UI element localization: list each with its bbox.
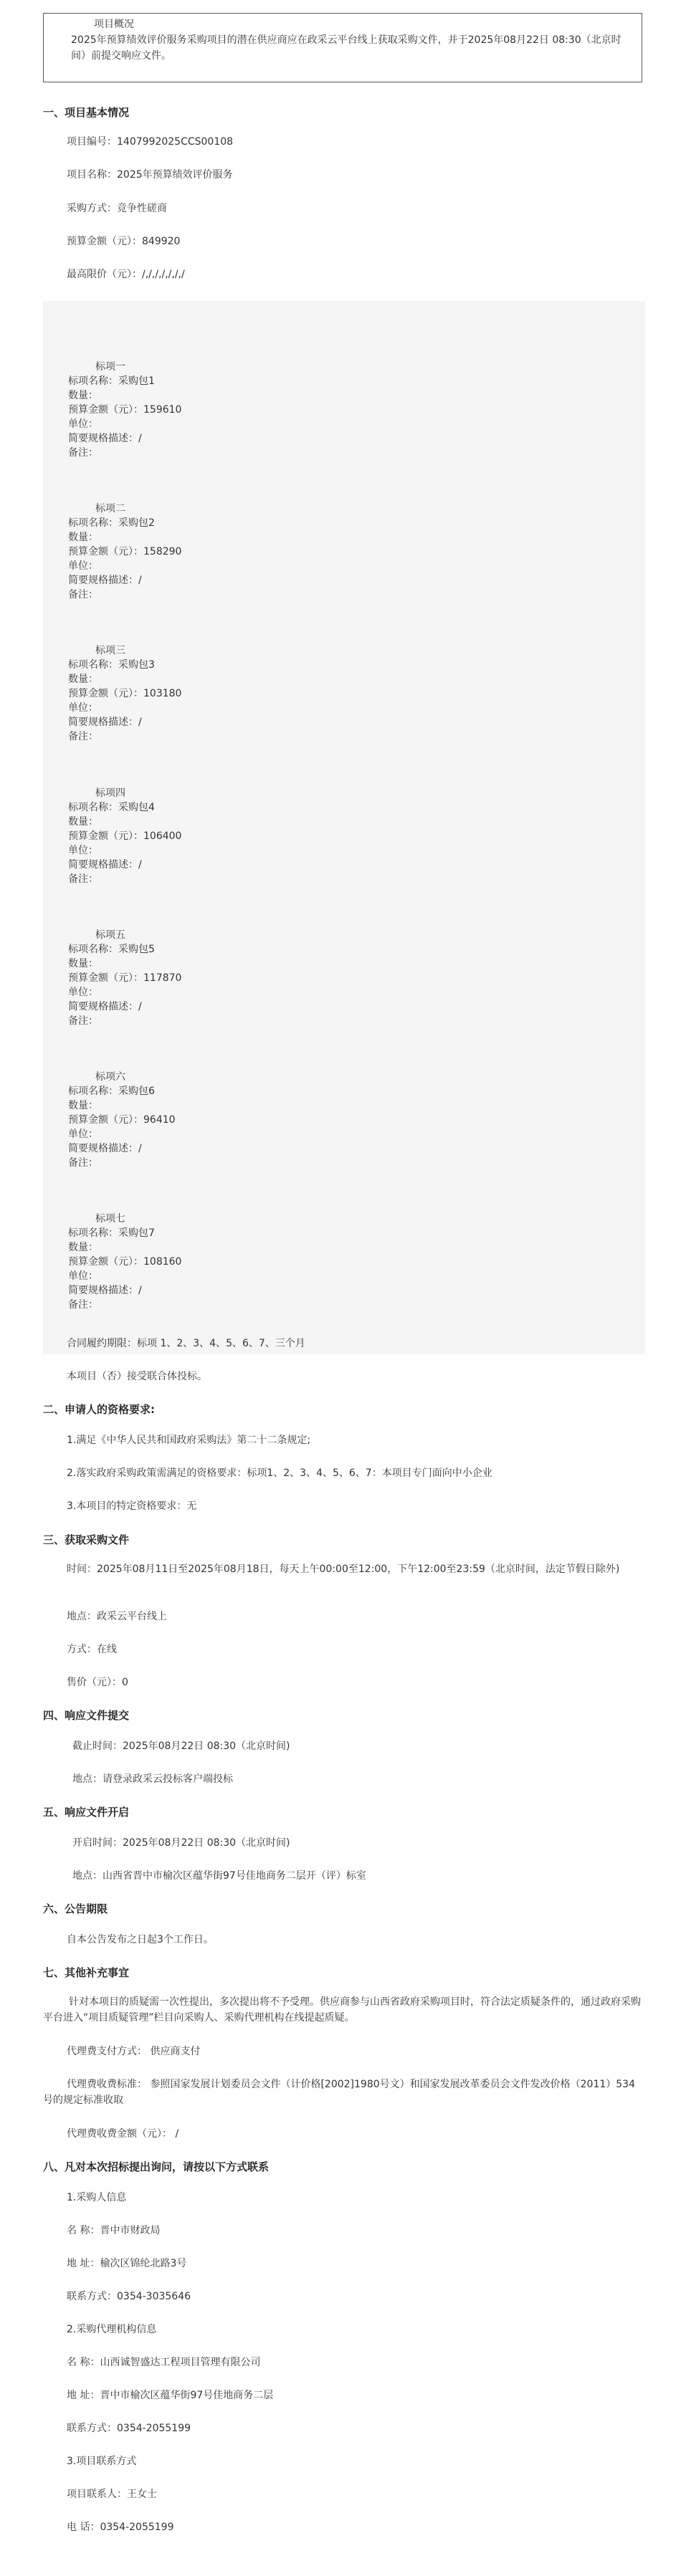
lot-budget: 预算金额（元）：106400 <box>68 830 182 842</box>
lot-name: 标项名称：采购包7 <box>68 1227 155 1239</box>
lot-2 <box>68 502 181 602</box>
lot-note: 备注： <box>68 1299 98 1311</box>
lot-note: 备注： <box>68 731 98 742</box>
lot-spec: 简要规格描述：/ <box>68 1285 142 1296</box>
submit-deadline: 截止时间：2025年08月22日 08:30（北京时间) <box>72 1741 290 1752</box>
lot-name: 标项名称：采购包3 <box>68 659 155 671</box>
lot-6 <box>68 1070 176 1170</box>
open-time: 开启时间：2025年08月22日 08:30（北京时间) <box>72 1837 290 1849</box>
lot-title: 标项五 <box>95 929 125 941</box>
budget-amount: 预算金额（元）：849920 <box>67 236 181 247</box>
contract-period: 合同履约期限：标项 1、2、3、4、5、6、7、三个月 <box>67 1338 305 1349</box>
qualification-1: 1.满足《中华人民共和国政府采购法》第二十二条规定; <box>67 1435 311 1446</box>
lot-7 <box>68 1212 181 1312</box>
lot-name: 标项名称：采购包5 <box>68 944 155 955</box>
project-contact-title: 3.项目联系方式 <box>67 2456 137 2467</box>
lot-note: 备注： <box>68 1015 98 1027</box>
complaint-rule: 针对本项目的质疑需一次性提出，多次提出将不予受理。供应商参与山西省政府采购项目时，符合法定质疑条件的，通过政府采购平台进入“项目质疑管理”栏目向采购人、采购代理机构在线提起质疑。 <box>43 1996 641 2024</box>
max-price: 最高限价（元）：/,/,/,/,/,/,/ <box>67 269 185 280</box>
procurement-method: 采购方式：竞争性磋商 <box>67 203 167 214</box>
open-place: 地点：山西省晋中市榆次区蕴华街97号佳地商务二层开（评）标室 <box>72 1870 366 1882</box>
agent-fee-standard: 代理费收费标准： 参照国家发展计划委员会文件（计价格[2002]1980号文）和国家发展改革委员会文件发改价格（2011）534号的规定标准收取 <box>43 2079 635 2106</box>
lot-title: 标项七 <box>95 1213 125 1225</box>
submit-place: 地点：请登录政采云投标客户端投标 <box>72 1773 233 1785</box>
lot-title: 标项二 <box>95 503 125 514</box>
lot-qty: 数量： <box>68 816 98 828</box>
agent-name: 名 称：山西诚智盛达工程项目管理有限公司 <box>67 2357 261 2368</box>
notice-period: 自本公告发布之日起3个工作日。 <box>67 1934 214 1945</box>
agent-fee-amount: 代理费收费金额（元）： / <box>67 2128 179 2140</box>
lot-title: 标项一 <box>95 361 125 373</box>
lot-note: 备注： <box>68 589 98 600</box>
project-contact-phone: 电 话：0354-2055199 <box>67 2522 174 2533</box>
lot-title: 标项六 <box>95 1071 125 1083</box>
lot-title: 标项四 <box>95 787 125 799</box>
lot-note: 备注： <box>68 873 98 885</box>
qualification-2: 2.落实政府采购政策需满足的资格要求：标项1、2、3、4、5、6、7：本项目专门面向中小企业 <box>67 1467 492 1479</box>
project-summary-box <box>43 13 642 82</box>
summary-title: 项目概况 <box>94 19 134 30</box>
section-3-heading: 三、获取采购文件 <box>43 1533 130 1546</box>
lot-unit: 单位： <box>68 987 98 998</box>
project-number: 项目编号：1407992025CCS00108 <box>67 136 234 148</box>
lot-title: 标项三 <box>95 645 125 656</box>
lot-spec: 简要规格描述：/ <box>68 1001 142 1012</box>
lot-name: 标项名称：采购包4 <box>68 802 155 813</box>
lot-qty: 数量： <box>68 390 98 401</box>
lot-spec: 简要规格描述：/ <box>68 575 142 586</box>
obtain-place: 地点：政采云平台线上 <box>67 1611 167 1622</box>
lot-budget: 预算金额（元）：108160 <box>68 1256 182 1268</box>
lot-spec: 简要规格描述：/ <box>68 859 142 871</box>
buyer-phone: 联系方式：0354-3035646 <box>67 2291 191 2302</box>
agent-phone: 联系方式：0354-2055199 <box>67 2423 191 2434</box>
lot-unit: 单位： <box>68 1270 98 1282</box>
joint-bidding: 本项目（否）接受联合体投标。 <box>67 1371 207 1382</box>
section-5-heading: 五、响应文件开启 <box>43 1806 130 1819</box>
lot-5 <box>68 928 181 1028</box>
summary-content: 2025年预算绩效评价服务采购项目的潜在供应商应在政采云平台线上获取采购文件，并于2025年08月22日 08:30（北京时间）前提交响应文件。 <box>71 34 621 62</box>
section-7-heading: 七、其他补充事宜 <box>43 1966 130 1979</box>
lot-unit: 单位： <box>68 845 98 856</box>
lot-budget: 预算金额（元）：158290 <box>68 546 182 557</box>
buyer-name: 名 称：晋中市财政局 <box>67 2225 161 2236</box>
lot-budget: 预算金额（元）：117870 <box>68 972 182 984</box>
qualification-3: 3.本项目的特定资格要求：无 <box>67 1500 197 1512</box>
lot-unit: 单位： <box>68 1129 98 1140</box>
lot-budget: 预算金额（元）：159610 <box>68 404 182 416</box>
project-contact-person: 项目联系人：王女士 <box>67 2489 157 2500</box>
obtain-way: 方式：在线 <box>67 1644 117 1655</box>
lot-qty: 数量： <box>68 958 98 969</box>
lot-spec: 简要规格描述：/ <box>68 717 142 728</box>
section-4-heading: 四、响应文件提交 <box>43 1709 130 1722</box>
buyer-info-title: 1.采购人信息 <box>67 2192 127 2203</box>
section-1-heading: 一、项目基本情况 <box>43 106 130 119</box>
lot-qty: 数量： <box>68 1242 98 1253</box>
lot-unit: 单位： <box>68 702 98 714</box>
lot-note: 备注： <box>68 1157 98 1169</box>
lot-spec: 简要规格描述：/ <box>68 433 142 444</box>
agent-fee-method: 代理费支付方式： 供应商支付 <box>67 2046 201 2057</box>
lot-qty: 数量： <box>68 1100 98 1111</box>
section-2-heading: 二、申请人的资格要求: <box>43 1403 155 1416</box>
lot-name: 标项名称：采购包2 <box>68 517 155 529</box>
lot-qty: 数量： <box>68 674 98 685</box>
buyer-address: 地 址：榆次区锦纶北路3号 <box>67 2258 187 2269</box>
lot-4 <box>68 786 181 886</box>
obtain-price: 售价（元）：0 <box>67 1677 128 1688</box>
section-6-heading: 六、公告期限 <box>43 1902 108 1915</box>
lot-unit: 单位： <box>68 560 98 572</box>
lot-spec: 简要规格描述：/ <box>68 1143 142 1154</box>
lot-name: 标项名称：采购包1 <box>68 375 155 387</box>
lot-note: 备注： <box>68 447 98 459</box>
section-8-heading: 八、凡对本次招标提出询问，请按以下方式联系 <box>43 2160 270 2173</box>
obtain-time: 时间：2025年08月11日至2025年08月18日，每天上午00:00至12:00，下午12:00至23:59（北京时间，法定节假日除外) <box>67 1564 620 1575</box>
lot-3 <box>68 643 181 744</box>
lot-name: 标项名称：采购包6 <box>68 1086 155 1097</box>
lot-budget: 预算金额（元）：96410 <box>68 1114 176 1126</box>
project-name: 项目名称：2025年预算绩效评价服务 <box>67 169 233 181</box>
agent-info-title: 2.采购代理机构信息 <box>67 2324 157 2335</box>
agent-address: 地 址：晋中市榆次区蕴华街97号佳地商务二层 <box>67 2390 274 2401</box>
lot-unit: 单位： <box>68 418 98 430</box>
lot-qty: 数量： <box>68 532 98 543</box>
lot-1 <box>68 360 181 460</box>
lot-budget: 预算金额（元）：103180 <box>68 688 182 699</box>
